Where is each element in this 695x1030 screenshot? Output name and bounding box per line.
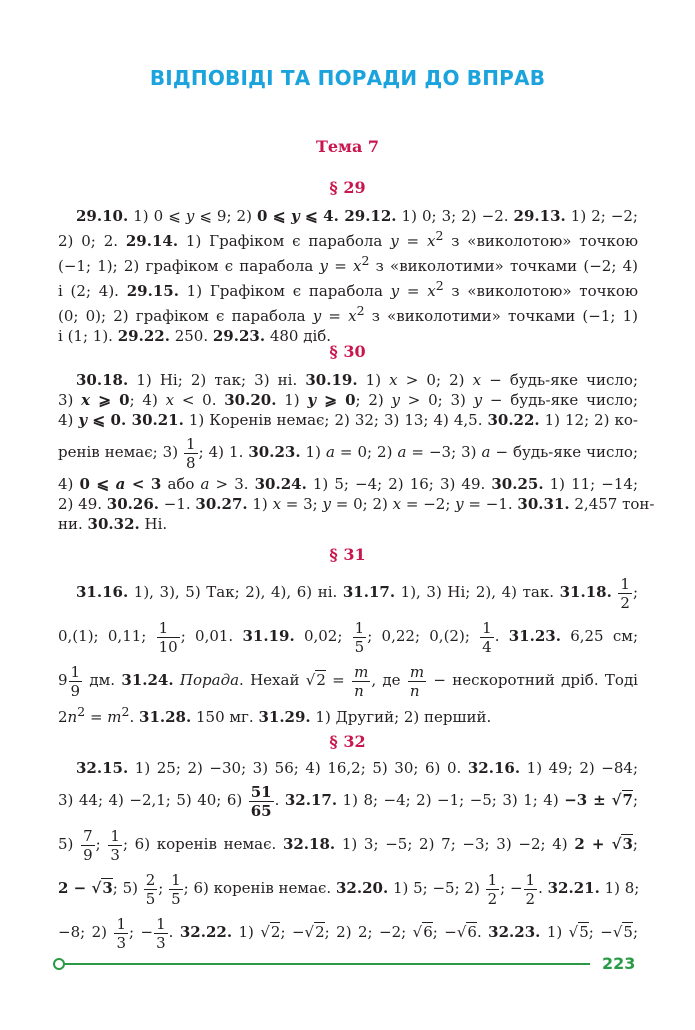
footer-dot-icon bbox=[53, 958, 65, 970]
page-title: ВІДПОВІДІ ТА ПОРАДИ ДО ВПРАВ bbox=[149, 66, 546, 90]
section-29-answers: 29.10. 1) 0 ⩽ y ⩽ 9; 2) 0 ⩽ y ⩽ 4. 29.12. 1) 0; 3; 2) −2. 29.13. 1) 2; −2; 2) 0; 2. 29.14. 1) Графіком є парабола $y = x^2$ з «виколотою» точкою (−1; 1); 2) графіком є парабола $y = x^2$ з «виколотими» точками (−2; 4) і (2; 4). 29.15. 1) Графіком є парабола $y = x^2$ з «виколотою» точкою (0; 0); 2) графіком є парабола $y = x^2$ з «виколотими» точками (−1; 1) і (1; 1). 29.22. 250. 29.23. 480 діб. bbox=[58, 207, 639, 345]
page-number: 223 bbox=[602, 954, 636, 973]
section-31-heading: § 31 bbox=[329, 545, 366, 564]
section-30-answers: 30.18. 1) Ні; 2) так; 3) ні. 30.19. 1) x > 0; 2) x − будь-яке число; 3) x ⩾ 0; 4) x < 0. 30.20. 1) y ⩾ 0; 2) y > 0; 3) y − будь-яке число; 4) y ⩽ 0. 30.21. 1) Коренів немає; 2) 32; 3) 13; 4) 4,5. 30.22. 1) 12; 2) ко- ренів немає; 3) $\frac{1}{8}$ ; 4) 1. 30.23. 1) a = 0; 2) a = −3; 3) a − будь-яке число; 4) 0 ⩽ a < 3 або a > 3. 30.24. 1) 5; −4; 2) 16; 3) 49. 30.25. 1) 11; −14; 2) 49. 30.26. −1. 30.27. 1) x = 3; y = 0; 2) x = −2; y = −1. 30.31. 2,457 тон- ни. 30.32. Ні. bbox=[58, 371, 655, 533]
footer-rule bbox=[60, 963, 590, 965]
topic-heading: Тема 7 bbox=[315, 137, 380, 156]
section-32-answers: 32.15. 1) 25; 2) −30; 3) 56; 4) 16,2; 5) 30; 6) 0. 32.16. 1) 49; 2) −84; 3) 44; 4) −2,1; 5) 40; 6) $\frac{51}{65}$ . 32.17. 1) 8; −4; 2) −1; −5; 3) 1; 4) −3 ± √7; 5) $\frac{7}{9}$ ; $\frac{1}{3}$ ; 6) коренів немає. 32.18. 1) 3; −5; 2) 7; −3; 3) −2; 4) 2 + √3; 2 − √3; 5) $\frac{2}{5}$ ; $\frac{1}{5}$ ; 6) коренів немає. 32.20. 1) 5; −5; 2) $\frac{1}{2}$ ; − $\frac{1}{2}$ . 32.21. 1) 8; −8; 2) $\frac{1}{3}$ ; − $\frac{1}{3}$ . 32.22. 1) √2; −√2; 2) 2; −2; √6; −√6. 32.23. 1) √5; −√5; bbox=[58, 759, 640, 952]
section-32-heading: § 32 bbox=[329, 732, 366, 751]
section-30-heading: § 30 bbox=[329, 342, 366, 361]
section-29-heading: § 29 bbox=[329, 178, 366, 197]
section-31-answers: 31.16. 1), 3), 5) Так; 2), 4), 6) ні. 31.17. 1), 3) Ні; 2), 4) так. 31.18. $\frac{1}{2}$ ; 0,(1); 0,11; $\frac{1}{10}$ ; 0,01. 31.19. 0,02; $\frac{1}{5}$ ; 0,22; 0,(2); $\frac{1}{4}$ . 31.23. 6,25 см; 9 $\frac{1}{9}$ дм. 31.24. Порада. Нехай √2 = $\frac{m}{n}$ , де $\frac{m}{n}$ − нескоротний дріб. Тоді $2n^2 = m^2$. 31.28. 150 мг. 31.29. 1) Другий; 2) перший. bbox=[58, 574, 638, 726]
